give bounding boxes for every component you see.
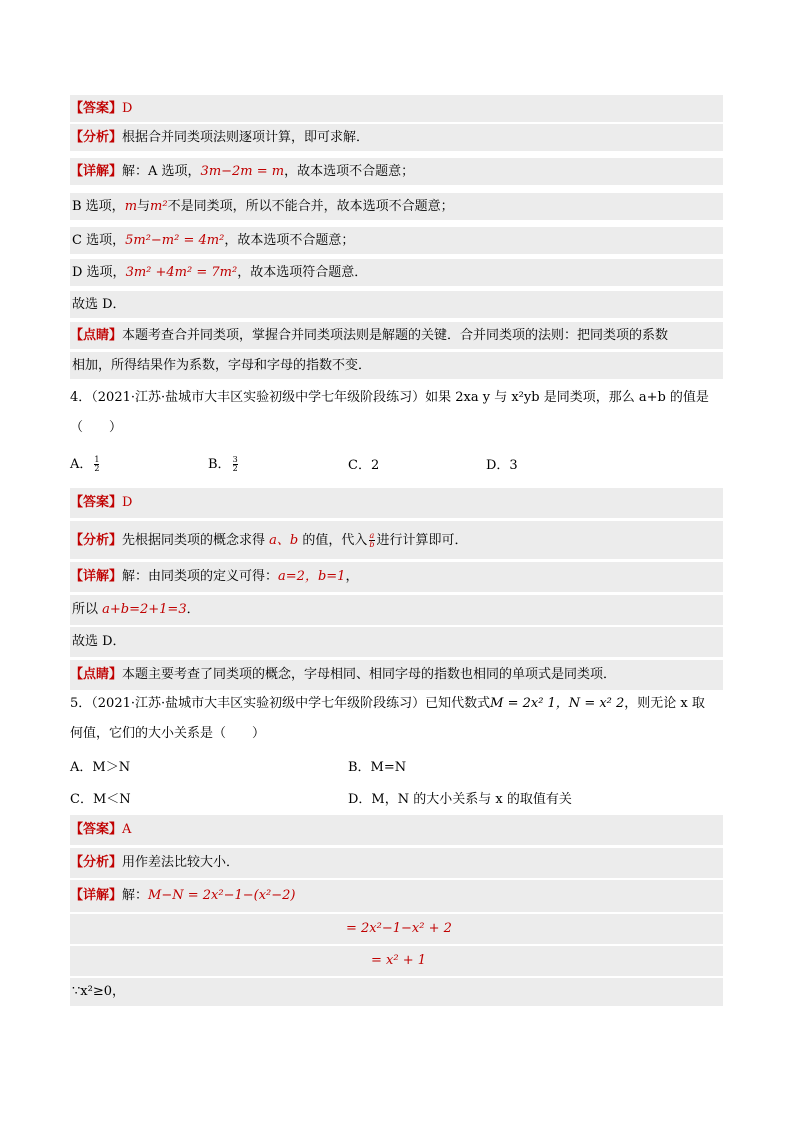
math-expression: a、b (269, 533, 299, 548)
analysis-text: 的值，代入 (298, 533, 368, 548)
stem-text: ，则无论 x 取 (624, 696, 705, 711)
detail-tag: 【详解】 (70, 164, 123, 179)
fraction (94, 456, 99, 473)
detail-text: 不是同类项，所以不能合并，故本选项不合题意； (167, 199, 454, 214)
q5-option-a: A．M＞N (70, 760, 131, 775)
detail-row-4 (70, 259, 723, 286)
analysis-text: 先根据同类项的概念求得 (122, 533, 270, 548)
q5-detail-row-4 (70, 978, 723, 1006)
math-expression: a+b=2+1=3 (102, 602, 187, 617)
option-c: C．2 (348, 458, 380, 473)
detail-text: ，故本选项不合题意； (284, 164, 415, 179)
detail-text: 与 (137, 199, 151, 214)
comment-tag: 【点睛】 (70, 328, 123, 343)
denominator: b (369, 540, 375, 549)
conclusion-text: 故选 D． (72, 634, 126, 649)
analysis-text: 用作差法比较大小． (122, 855, 240, 870)
detail-row-3 (70, 227, 723, 254)
detail-text: B 选项， (72, 199, 125, 214)
conclusion-text: 故选 D． (72, 297, 126, 312)
comment-row-2 (70, 352, 723, 379)
q4-comment-row (70, 660, 723, 690)
math-expression: 3m² +4m² = 7m² (125, 265, 238, 280)
answer-tag: 【答案】 (70, 495, 123, 510)
detail-text: ，故本选项不合题意； (224, 233, 355, 248)
analysis-text: 根据合并同类项法则逐项计算，即可求解． (122, 130, 370, 145)
detail-row-1 (70, 158, 723, 185)
detail-text: 解： (122, 888, 149, 903)
q5-answer-row (70, 815, 723, 845)
fraction (233, 456, 238, 473)
comment-tag: 【点睛】 (70, 667, 123, 682)
detail-tag: 【详解】 (70, 888, 123, 903)
detail-text: C 选项， (72, 233, 126, 248)
analysis-tag: 【分析】 (70, 533, 123, 548)
detail-text: 解：A 选项， (122, 164, 201, 179)
q4-answer-row (70, 488, 723, 518)
detail-text: ， (345, 569, 359, 584)
q5-option-d: D．M，N 的大小关系与 x 的取值有关 (348, 792, 572, 807)
option-a (70, 455, 101, 475)
q4-detail-row-2 (70, 595, 723, 625)
detail-tag: 【详解】 (70, 569, 123, 584)
numerator: 1 (94, 455, 100, 464)
stem-text: 5．（2021·江苏·盐城市大丰区实验初级中学七年级阶段练习）已知代数式 (70, 696, 491, 711)
numerator: a (369, 531, 375, 540)
question-4-stem: 4．（2021·江苏·盐城市大丰区实验初级中学七年级阶段练习）如果 2xa y 与 x²yb 是同类项，那么 a+b 的值是 (70, 390, 709, 405)
option-d: D．3 (486, 458, 518, 473)
q5-detail-row-2 (70, 914, 723, 944)
q5-detail-row-1 (70, 880, 723, 912)
detail-text: ． (186, 602, 200, 617)
comment-text: 本题主要考查了同类项的概念，字母相同、相同字母的指数也相同的单项式是同类项． (122, 667, 617, 682)
analysis-row (70, 124, 723, 151)
math-expression: 3m−2m = m (200, 164, 285, 179)
answer-tag: 【答案】 (70, 822, 123, 837)
analysis-tag: 【分析】 (70, 130, 123, 145)
answer-value: D (122, 101, 133, 116)
option-b (208, 455, 240, 475)
fraction (369, 532, 374, 549)
answer-value: A (122, 822, 132, 837)
detail-text: D 选项， (72, 265, 126, 280)
math-expression: a=2，b=1 (278, 569, 346, 584)
q5-detail-row-3 (70, 946, 723, 976)
comment-text: 相加，所得结果作为系数，字母和字母的指数不变． (72, 358, 372, 373)
detail-text: 解：由同类项的定义可得： (122, 569, 279, 584)
option-label: B． (208, 457, 231, 472)
analysis-text: 进行计算即可． (376, 533, 468, 548)
option-label: A． (70, 457, 93, 472)
comment-row-1 (70, 322, 723, 349)
detail-text: ，故本选项符合题意． (237, 265, 368, 280)
math-expression: M−N = 2x²−1−(x²−2) (148, 888, 296, 903)
math-expression: M = 2x² 1，N = x² 2 (490, 696, 625, 711)
question-5-stem-2: 何值，它们的大小关系是（ ） (70, 726, 266, 741)
denominator: 2 (94, 464, 100, 473)
conclusion-row (70, 291, 723, 318)
question-4-paren: （ ） (70, 420, 123, 435)
detail-row-2 (70, 193, 723, 220)
q4-detail-row-1 (70, 562, 723, 592)
math-expression: m² (150, 199, 168, 214)
analysis-tag: 【分析】 (70, 855, 123, 870)
answer-tag: 【答案】 (70, 101, 123, 116)
q5-option-c: C．M＜N (70, 792, 131, 807)
numerator: 3 (232, 455, 238, 464)
q4-analysis-row (70, 521, 723, 559)
math-expression: = x² + 1 (371, 953, 426, 968)
q4-conclusion-row (70, 627, 723, 657)
math-expression: = 2x²−1−x² + 2 (346, 921, 452, 936)
math-expression: 5m²−m² = 4m² (125, 233, 225, 248)
question-5-stem (70, 694, 705, 714)
comment-text: 本题考查合并同类项，掌握合并同类项法则是解题的关键．合并同类项的法则：把同类项的系数 (122, 328, 669, 343)
denominator: 2 (232, 464, 238, 473)
detail-text: ∵x²≥0， (72, 984, 125, 999)
q5-option-b: B．M=N (348, 760, 407, 775)
q5-analysis-row (70, 848, 723, 878)
answer-row (70, 95, 723, 122)
math-expression: m (124, 199, 138, 214)
answer-value: D (122, 495, 133, 510)
detail-text: 所以 (72, 602, 103, 617)
